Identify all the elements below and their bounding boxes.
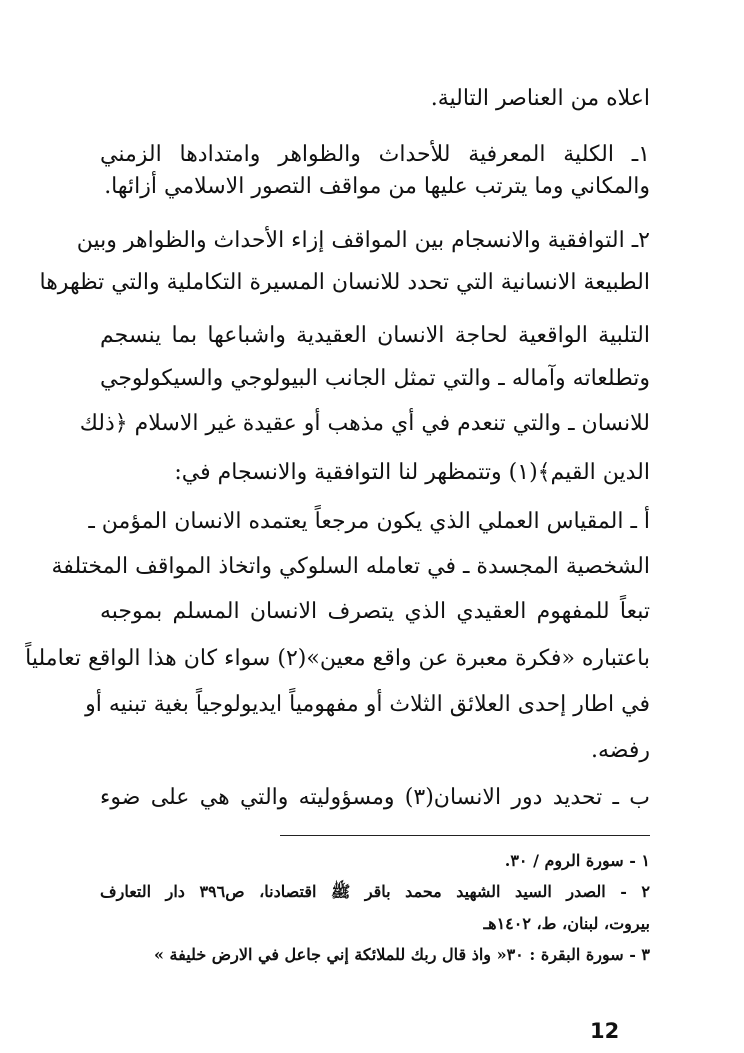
body-line: والمكاني وما يترتب عليها من مواقف التصور الاسلامي أزائها. — [104, 174, 650, 199]
body-line: تبعاً للمفهوم العقيدي الذي يتصرف الانسان المسلم بموجبه — [100, 599, 650, 624]
body-line: ١ـ الكلية المعرفية للأحداث والظواهر وامتدادها الزمني — [100, 142, 650, 167]
body-line: ٢ـ التوافقية والانسجام بين المواقف إزاء الأحداث والظواهر وبين — [76, 228, 650, 253]
footnote: ٢ - الصدر السيد الشهيد محمد باقر ﷺ اقتصادنا، ص٣٩٦ دار التعارف — [100, 882, 651, 901]
body-line: للانسان ـ والتي تنعدم في أي مذهب أو عقيدة غير الاسلام ﴿ذلك — [79, 411, 650, 436]
body-line: في اطار إحدى العلائق الثلاث أو مفهومياً ايديولوجياً بغية تبنيه أو — [85, 692, 650, 717]
body-line: أ ـ المقياس العملي الذي يكون مرجعاً يعتمده الانسان المؤمن ـ — [88, 509, 650, 534]
body-line: الشخصية المجسدة ـ في تعامله السلوكي واتخاذ المواقف المختلفة — [51, 554, 650, 579]
body-line: ب ـ تحديد دور الانسان(٣) ومسؤوليته والتي هي على ضوء — [100, 785, 650, 810]
footnote: ٣ - سورة البقرة : ٣٠« واذ قال ربك للملائكة إني جاعل في الارض خليفة » — [153, 945, 650, 964]
body-line: اعلاه من العناصر التالية. — [430, 86, 650, 111]
body-line: وتطلعاته وآماله ـ والتي تمثل الجانب البيولوجي والسيكولوجي — [100, 366, 650, 391]
body-line: باعتباره «فكرة معبرة عن واقع معين»(٢) سواء كان هذا الواقع تعاملياً — [25, 646, 650, 671]
body-line: الدين القيم﴾(١) وتتمظهر لنا التوافقية والانسجام في: — [174, 460, 650, 485]
body-line: الطبيعة الانسانية التي تحدد للانسان المسيرة التكاملية والتي تظهرها — [39, 270, 650, 295]
footnote: بيروت، لبنان، ط، ١٤٠٢هـ — [483, 914, 650, 933]
footnote: ١ - سورة الروم / ٣٠. — [504, 851, 650, 870]
body-line: التلبية الواقعية لحاجة الانسان العقيدية واشباعها بما ينسجم — [100, 323, 650, 348]
body-line: رفضه. — [590, 738, 650, 763]
page-number: 12 — [590, 1019, 620, 1043]
footnote-separator — [280, 835, 650, 836]
